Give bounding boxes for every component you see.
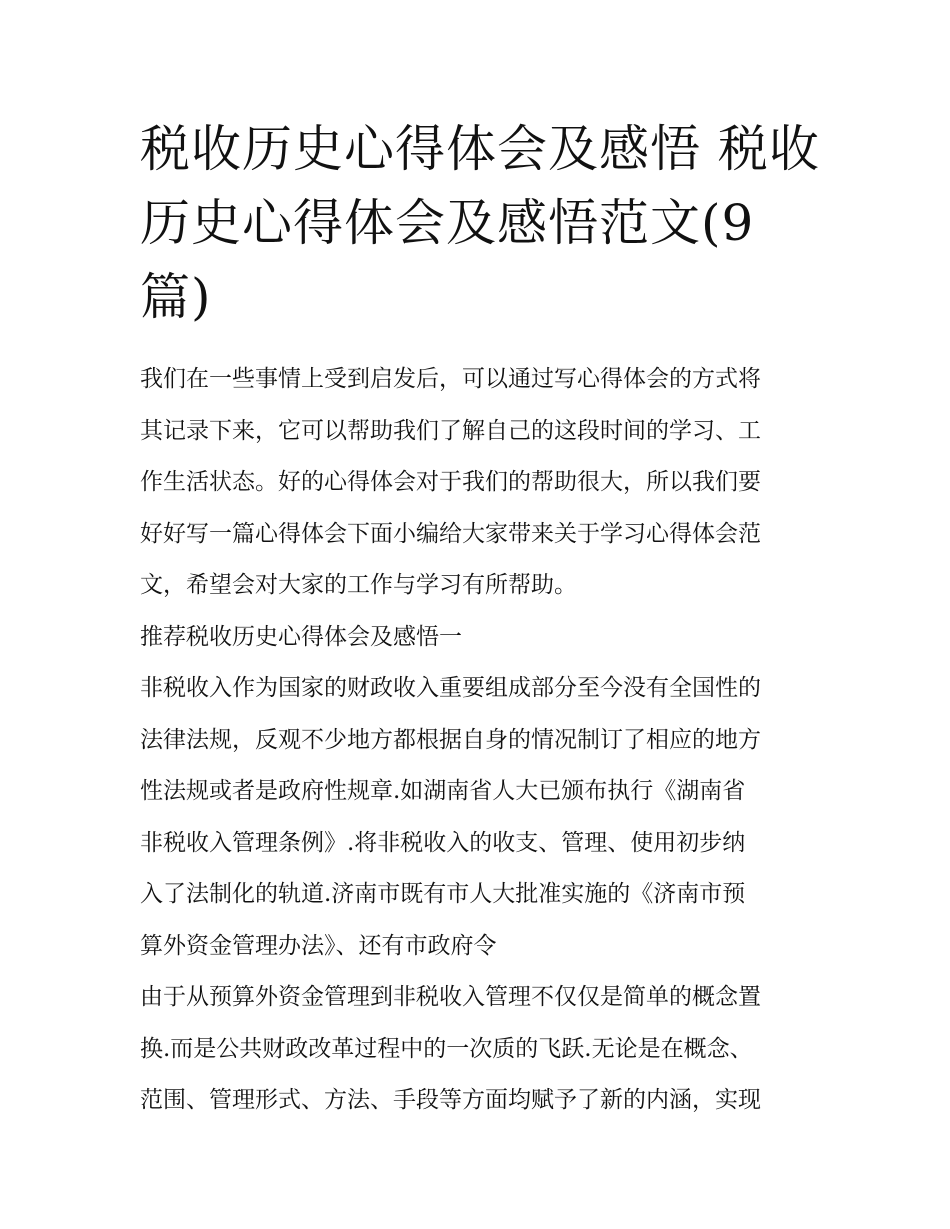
text-line: 其记录下来，它可以帮助我们了解自己的这段时间的学习、工 <box>140 417 761 444</box>
text-line: 换.而是公共财政改革过程中的一次质的飞跃.无论是在概念、 <box>140 1035 753 1062</box>
text-line: 由于从预算外资金管理到非税收入管理不仅仅是简单的概念置 <box>140 984 761 1010</box>
document-page <box>140 112 820 1127</box>
text-line: 文，希望会对大家的工作与学习有所帮助。 <box>140 572 577 598</box>
body-paragraph <box>140 663 812 972</box>
text-line: 入了法制化的轨道.济南市既有市人大批准实施的《济南市预 <box>140 881 746 907</box>
text-line: 性法规或者是政府性规章.如湖南省人大已颁布执行《湖南省 <box>140 778 746 804</box>
text-line: 非税收入作为国家的财政收入重要组成部分至今没有全国性的 <box>140 675 761 701</box>
section-heading <box>140 612 812 664</box>
document-title <box>140 112 820 334</box>
title-line: 篇) <box>140 268 212 326</box>
text-line: 我们在一些事情上受到启发后，可以通过写心得体会的方式将 <box>140 366 761 392</box>
document-body <box>140 354 812 1127</box>
text-line: 非税收入管理条例》.将非税收入的收支、管理、使用初步纳 <box>140 829 746 856</box>
text-line: 法律法规，反观不少地方都根据自身的情况制订了相应的地方 <box>140 726 761 753</box>
text-line: 推荐税收历史心得体会及感悟一 <box>140 623 462 650</box>
title-line: 税收历史心得体会及感悟 税收 <box>140 120 820 178</box>
text-line: 好好写一篇心得体会下面小编给大家带来关于学习心得体会范 <box>140 520 761 547</box>
title-line: 历史心得体会及感悟范文(9 <box>140 194 755 252</box>
body-paragraph <box>140 972 812 1127</box>
text-line: 范围、管理形式、方法、手段等方面均赋予了新的内涵，实现 <box>140 1087 761 1113</box>
text-line: 算外资金管理办法》、还有市政府令 <box>140 932 497 959</box>
text-line: 作生活状态。好的心得体会对于我们的帮助很大，所以我们要 <box>140 469 761 495</box>
intro-paragraph <box>140 354 812 612</box>
